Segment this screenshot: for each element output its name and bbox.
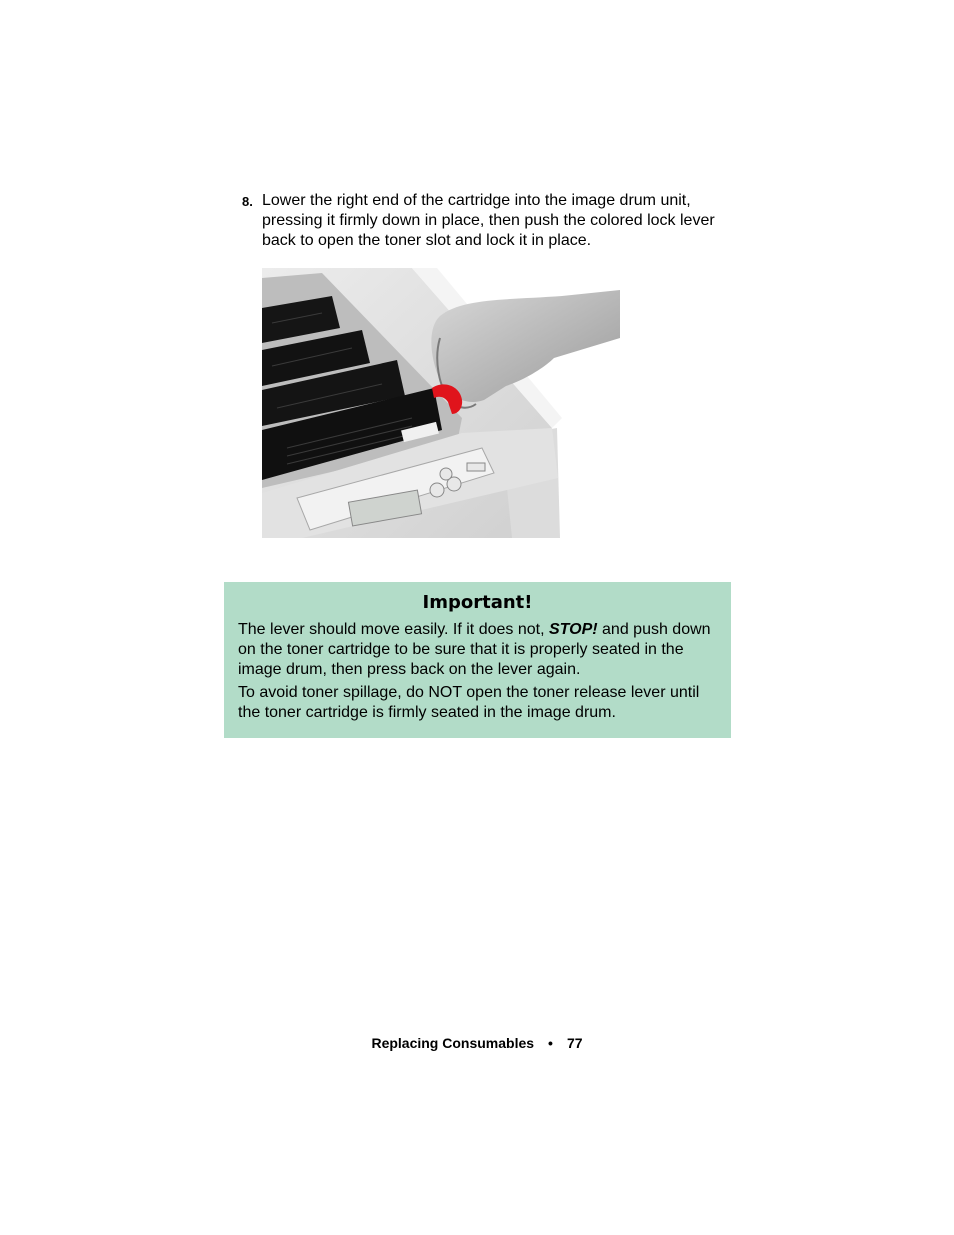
page-number: 77	[566, 1035, 583, 1051]
stop-emphasis: STOP!	[548, 621, 598, 638]
important-callout	[224, 582, 731, 738]
page-footer	[0, 1034, 954, 1052]
callout-body	[238, 620, 718, 723]
callout-text: and push down on the toner cartridge to be sure that it is properly seated in the image drum, then press back on the lever again.	[238, 621, 711, 678]
step-8	[242, 191, 742, 251]
step-text: Lower the right end of the cartridge into the image drum unit, pressing it firmly down in place, then push the colored lock lever back to open the toner slot and lock it in place.	[262, 192, 715, 249]
callout-paragraph	[238, 620, 718, 680]
printer-toner-photo	[262, 268, 620, 538]
callout-text: The lever should move easily. If it does not,	[238, 621, 549, 638]
callout-paragraph: To avoid toner spillage, do NOT open the toner release lever until the toner cartridge is firmly seated in the image drum.	[238, 684, 700, 721]
footer-section: Replacing Consumables	[371, 1035, 535, 1051]
footer-separator: •	[548, 1035, 553, 1051]
step-number: 8.	[242, 194, 253, 209]
callout-title: Important!	[422, 592, 533, 613]
